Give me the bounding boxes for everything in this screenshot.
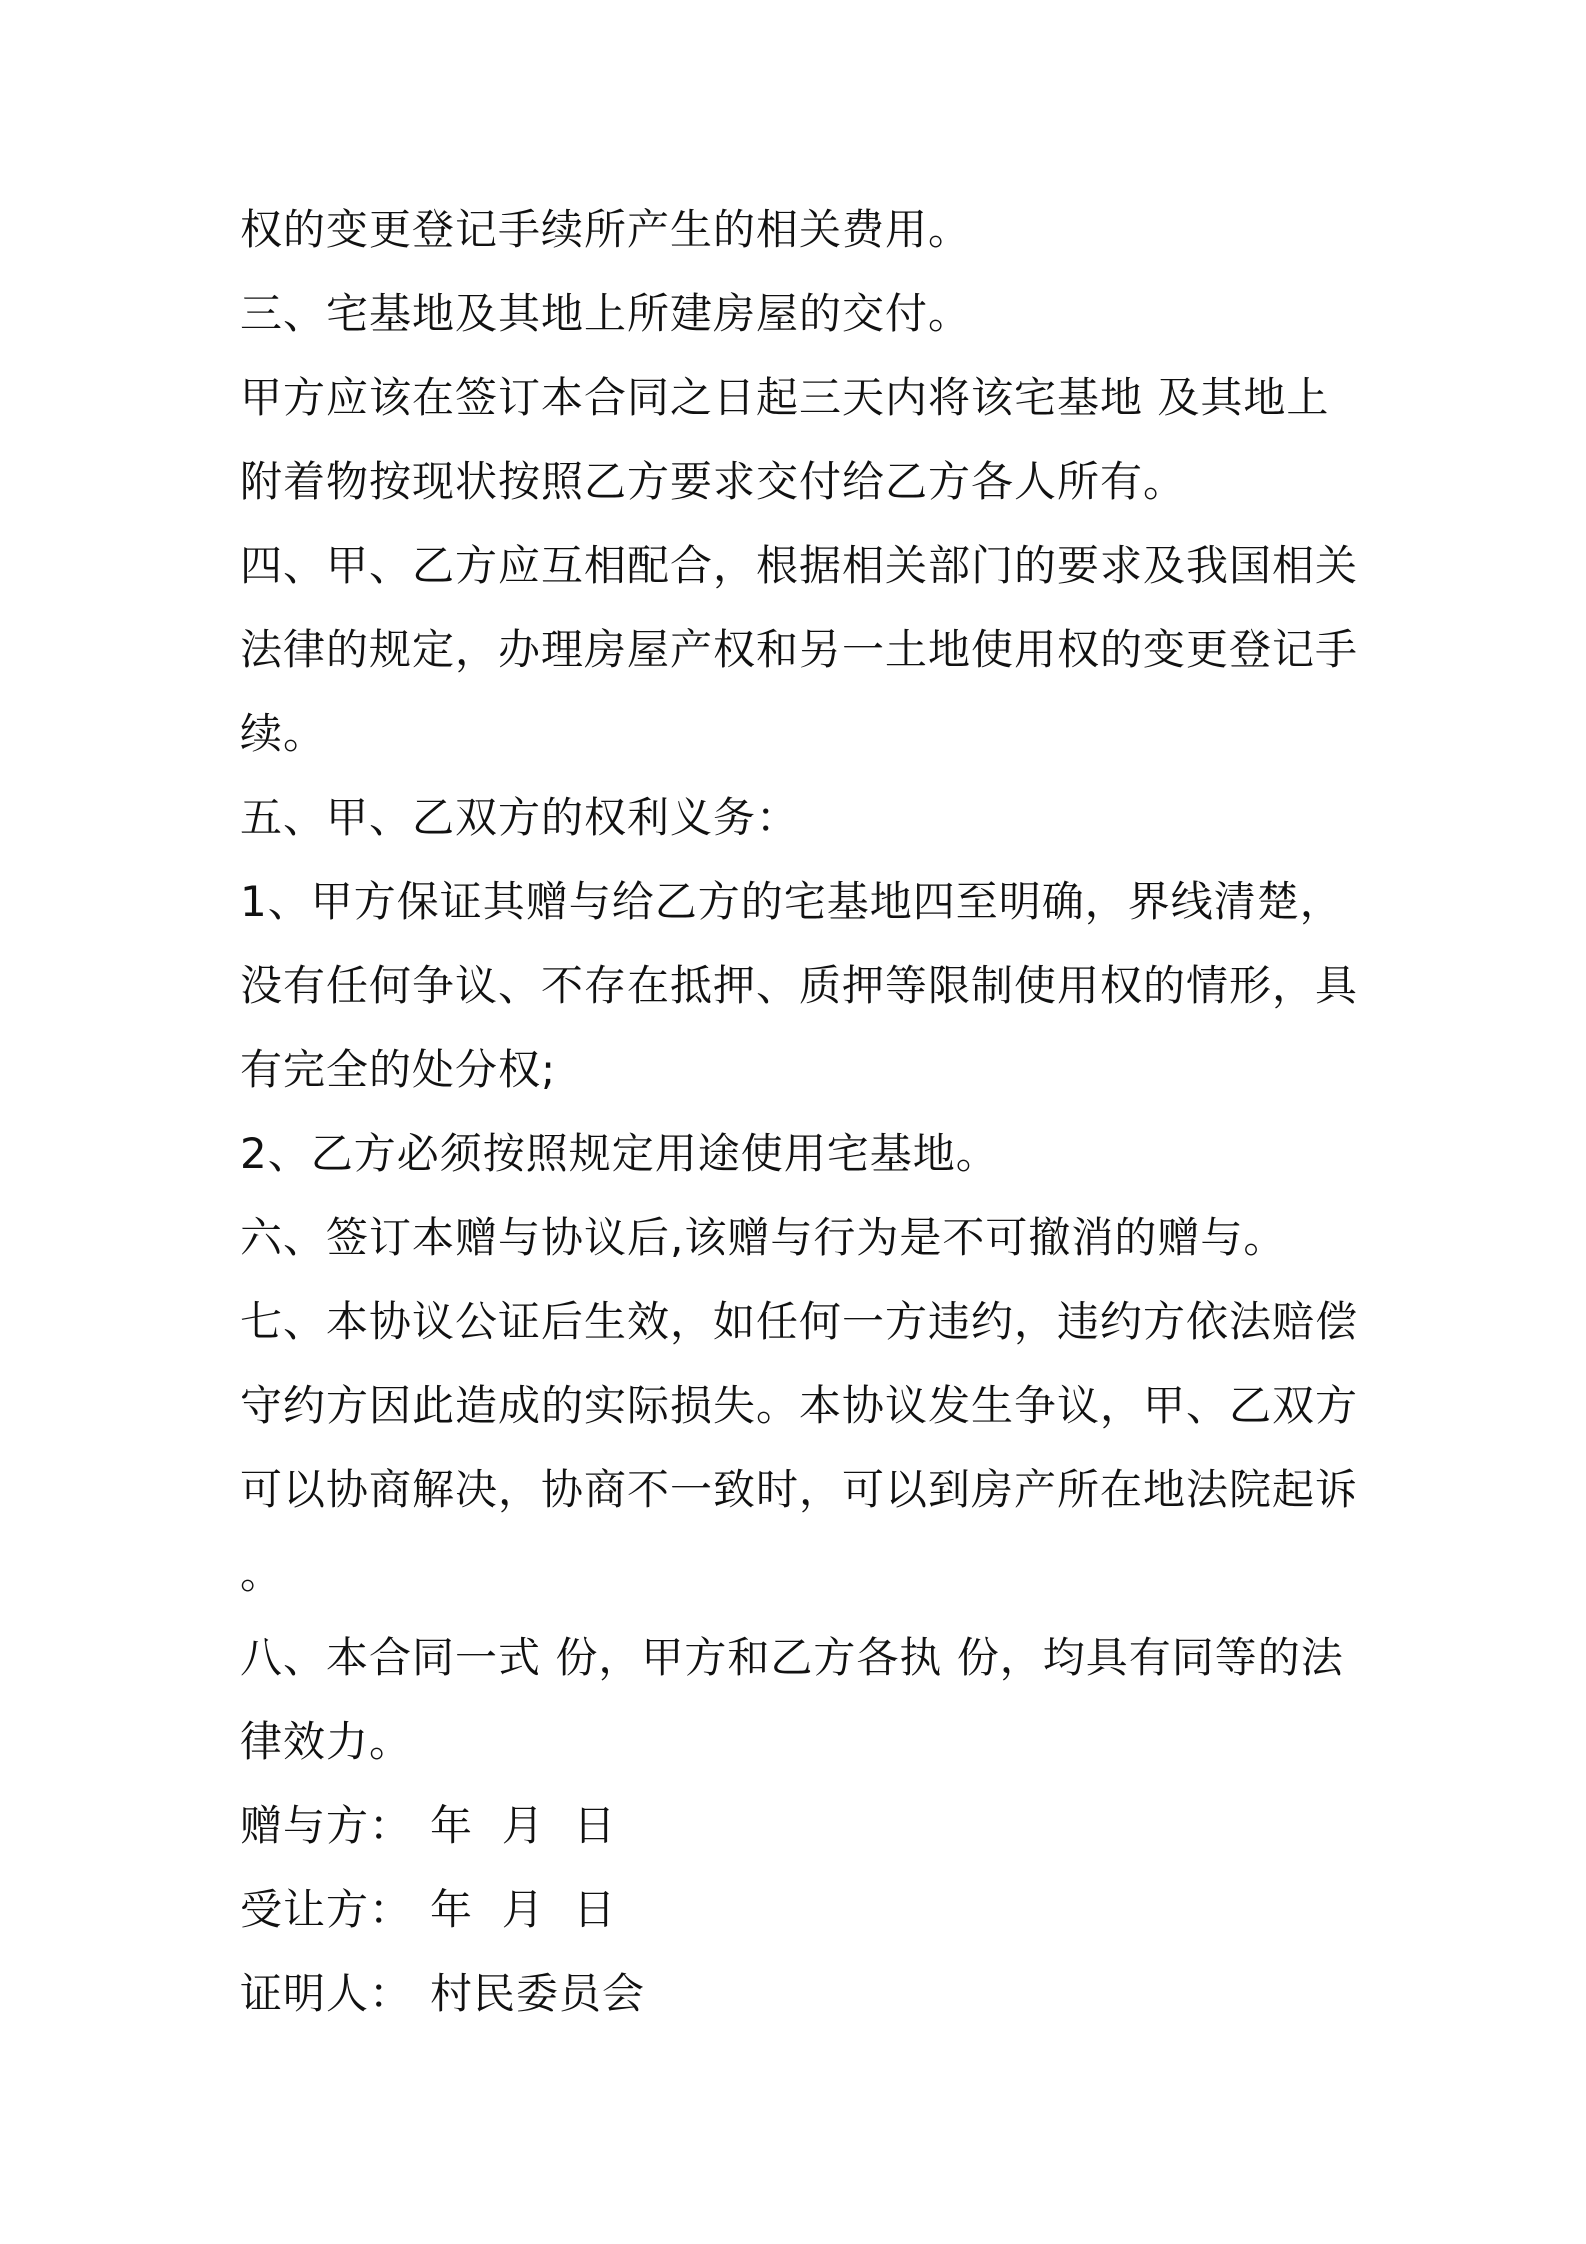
signature-row-donor — [240, 1784, 1370, 1868]
signature-block — [240, 1784, 1370, 2036]
text-line: 1、甲方保证其赠与给乙方的宅基地四至明确，界线清楚， — [240, 877, 1343, 926]
paragraph-clause-2 — [240, 1112, 1370, 1196]
text-line: 守约方因此造成的实际损失。本协议发生争议，甲、乙双方 — [240, 1381, 1359, 1430]
paragraph-section-5-heading — [240, 776, 1370, 860]
text-line: 四、甲、乙方应互相配合，根据相关部门的要求及我国相关 — [240, 541, 1359, 590]
text-line: 2、乙方必须按照规定用途使用宅基地。 — [240, 1129, 999, 1178]
text-line: 附着物按现状按照乙方要求交付给乙方各人所有。 — [240, 457, 1187, 506]
paragraph-section-3-heading — [240, 272, 1370, 356]
signature-date: 年 月 日 — [430, 1885, 617, 1934]
signature-label: 受让方： — [240, 1885, 413, 1934]
text-line: 可以协商解决，协商不一致时，可以到房产所在地法院起诉 — [240, 1465, 1359, 1514]
paragraph-clause-1 — [240, 860, 1370, 1112]
text-line: 续。 — [240, 709, 327, 758]
text-line: 七、本协议公证后生效，如任何一方违约，违约方依法赔偿 — [240, 1297, 1359, 1346]
signature-label: 证明人： — [240, 1969, 413, 2018]
paragraph-section-8 — [240, 1616, 1370, 1784]
text-line: 法律的规定，办理房屋产权和另一土地使用权的变更登记手 — [240, 625, 1359, 674]
signature-row-recipient — [240, 1868, 1370, 1952]
paragraph-section-7 — [240, 1280, 1370, 1616]
signature-row-witness — [240, 1952, 1370, 2036]
signature-date: 年 月 日 — [430, 1801, 617, 1850]
text-line: 权的变更登记手续所产生的相关费用。 — [240, 205, 972, 254]
text-line: 律效力。 — [240, 1717, 413, 1766]
document-body — [240, 188, 1370, 2036]
text-line: 没有任何争议、不存在抵押、质押等限制使用权的情形，具 — [240, 961, 1359, 1010]
paragraph-section-6 — [240, 1196, 1370, 1280]
witness-name: 村民委员会 — [430, 1969, 646, 2018]
text-line: 八、本合同一式 份，甲方和乙方各执 份，均具有同等的法 — [240, 1633, 1344, 1682]
signature-label: 赠与方： — [240, 1801, 413, 1850]
text-line: 甲方应该在签订本合同之日起三天内将该宅基地 及其地上 — [240, 373, 1330, 422]
text-line: 三、宅基地及其地上所建房屋的交付。 — [240, 289, 972, 338]
text-line: 有完全的处分权; — [240, 1045, 557, 1094]
text-line: 。 — [240, 1549, 284, 1598]
paragraph-fee-clause — [240, 188, 1370, 272]
text-line: 六、签订本赠与协议后,该赠与行为是不可撤消的赠与。 — [240, 1213, 1287, 1262]
paragraph-section-4 — [240, 524, 1370, 776]
paragraph-delivery — [240, 356, 1370, 524]
text-line: 五、甲、乙双方的权利义务： — [240, 793, 800, 842]
